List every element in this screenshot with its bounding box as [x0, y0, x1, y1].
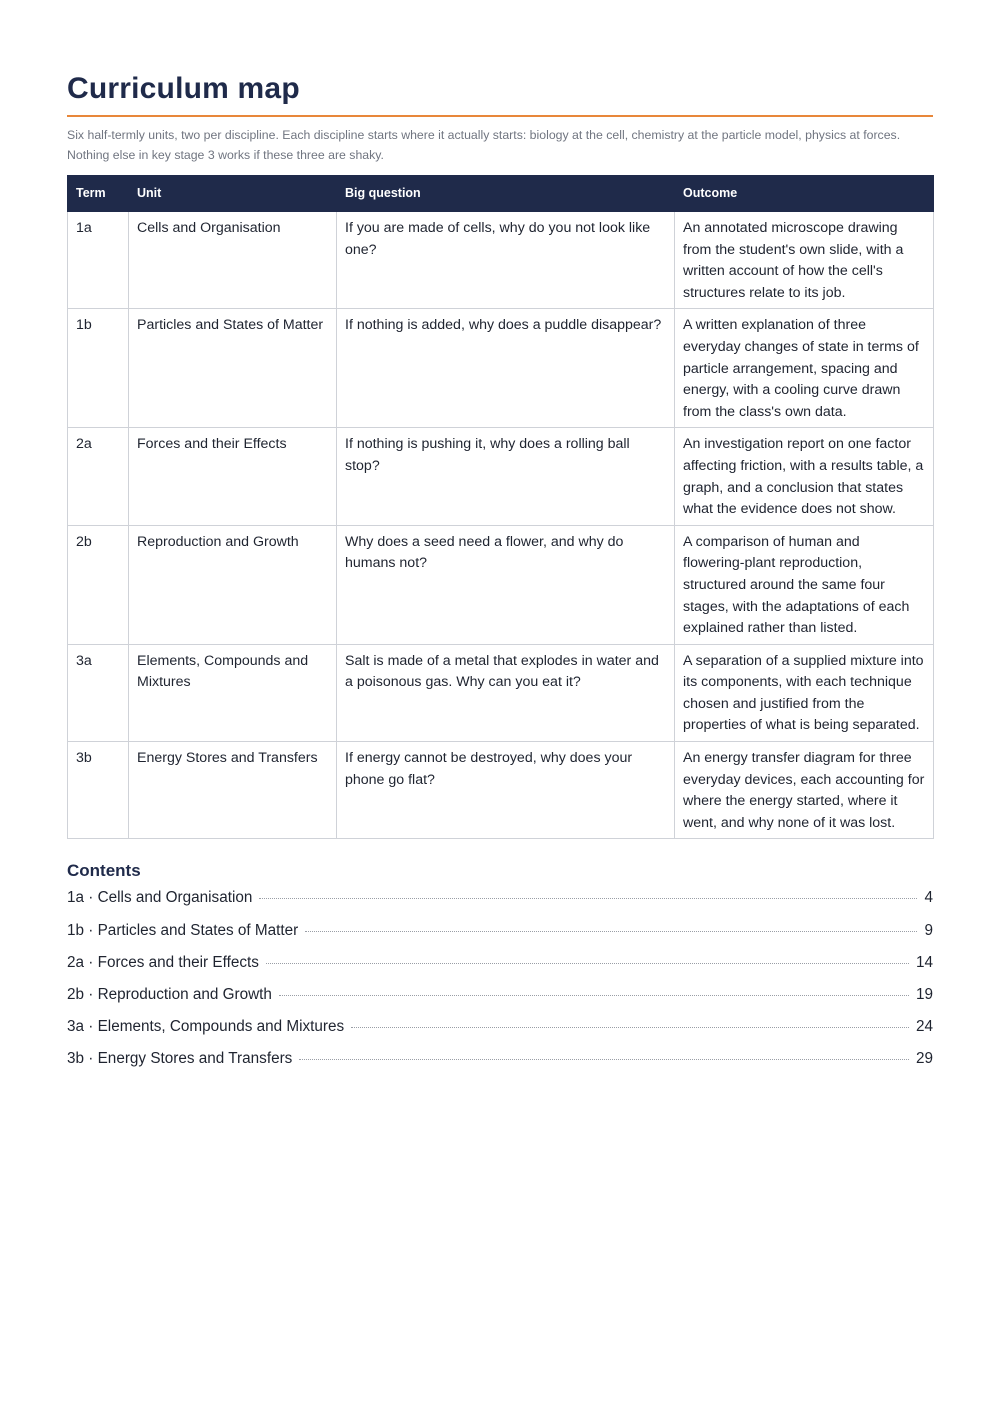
header-big-question: Big question	[337, 176, 675, 212]
cell-unit: Cells and Organisation	[129, 212, 337, 309]
cell-question: If energy cannot be destroyed, why does your phone go flat?	[337, 742, 675, 839]
cell-term: 3b	[68, 742, 129, 839]
contents-item[interactable]	[67, 1050, 933, 1082]
contents-item-page: 29	[915, 1050, 933, 1068]
cell-term: 3a	[68, 644, 129, 741]
header-unit: Unit	[129, 176, 337, 212]
dot-leader	[279, 995, 909, 996]
dot-leader	[305, 931, 917, 932]
dot-leader	[299, 1059, 909, 1060]
table-row	[68, 309, 934, 428]
header-outcome: Outcome	[675, 176, 934, 212]
cell-outcome: A separation of a supplied mixture into its components, with each technique chosen and justified from the properties of what is being separated.	[675, 644, 934, 741]
cell-question: If nothing is pushing it, why does a rolling ball stop?	[337, 428, 675, 525]
contents-item[interactable]	[67, 1018, 933, 1050]
title-divider	[67, 115, 933, 117]
cell-question: Salt is made of a metal that explodes in water and a poisonous gas. Why can you eat it?	[337, 644, 675, 741]
contents-item-label: 3b · Energy Stores and Transfers	[67, 1050, 293, 1068]
cell-unit: Elements, Compounds and Mixtures	[129, 644, 337, 741]
dot-leader	[259, 898, 917, 899]
contents-item-page: 9	[924, 921, 933, 939]
table-row	[68, 212, 934, 309]
cell-term: 2a	[68, 428, 129, 525]
cell-term: 1b	[68, 309, 129, 428]
contents-item-label: 2b · Reproduction and Growth	[67, 986, 272, 1003]
cell-question: If nothing is added, why does a puddle disappear?	[337, 309, 675, 428]
contents-item-label: 3a · Elements, Compounds and Mixtures	[67, 1018, 345, 1036]
contents-item[interactable]	[67, 986, 933, 1018]
table-row	[68, 525, 934, 644]
cell-question: Why does a seed need a flower, and why do humans not?	[337, 525, 675, 644]
header-term: Term	[68, 176, 129, 212]
page-title: Curriculum map	[67, 72, 300, 105]
table-header	[68, 176, 934, 212]
dot-leader	[266, 963, 909, 964]
table-row	[68, 742, 934, 839]
cell-question: If you are made of cells, why do you not look like one?	[337, 212, 675, 309]
cell-outcome: A comparison of human and flowering-plant reproduction, structured around the same four stages, with the adaptations of each explained rather than listed.	[675, 525, 934, 644]
cell-unit: Energy Stores and Transfers	[129, 742, 337, 839]
contents-item-label: 1a · Cells and Organisation	[67, 889, 253, 907]
table-row	[68, 428, 934, 525]
contents-item[interactable]	[67, 954, 933, 986]
cell-term: 2b	[68, 525, 129, 644]
contents-heading: Contents	[67, 861, 141, 881]
contents-item-label: 2a · Forces and their Effects	[67, 953, 259, 971]
cell-outcome: An energy transfer diagram for three everyday devices, each accounting for where the energy started, where it went, and why none of it was lost.	[675, 742, 934, 839]
cell-outcome: An annotated microscope drawing from the student's own slide, with a written account of how the cell's structures relate to its job.	[675, 212, 934, 309]
contents-item-page: 24	[915, 1018, 933, 1036]
contents-item-page: 4	[924, 889, 933, 907]
intro-text: Six half-termly units, two per discipline. Each discipline starts where it actually starts: biology at the cell, chemistry at the particle model, physics at forces. Nothing else in key stage 3 works if these three are shaky.	[67, 128, 901, 162]
cell-unit: Forces and their Effects	[129, 428, 337, 525]
cell-unit: Reproduction and Growth	[129, 525, 337, 644]
contents-item-page: 14	[915, 953, 933, 971]
cell-unit: Particles and States of Matter	[129, 309, 337, 428]
cell-outcome: An investigation report on one factor affecting friction, with a results table, a graph, and a conclusion that states what the evidence does not show.	[675, 428, 934, 525]
dot-leader	[351, 1027, 909, 1028]
table-row	[68, 644, 934, 741]
contents-item-page: 19	[915, 986, 933, 1003]
cell-term: 1a	[68, 212, 129, 309]
contents-item[interactable]	[67, 922, 933, 954]
contents-list	[67, 889, 933, 1082]
contents-item[interactable]	[67, 889, 933, 921]
curriculum-table	[67, 175, 934, 839]
contents-item-label: 1b · Particles and States of Matter	[67, 921, 299, 939]
cell-outcome: A written explanation of three everyday changes of state in terms of particle arrangement, spacing and energy, with a cooling curve drawn from the class's own data.	[675, 309, 934, 428]
